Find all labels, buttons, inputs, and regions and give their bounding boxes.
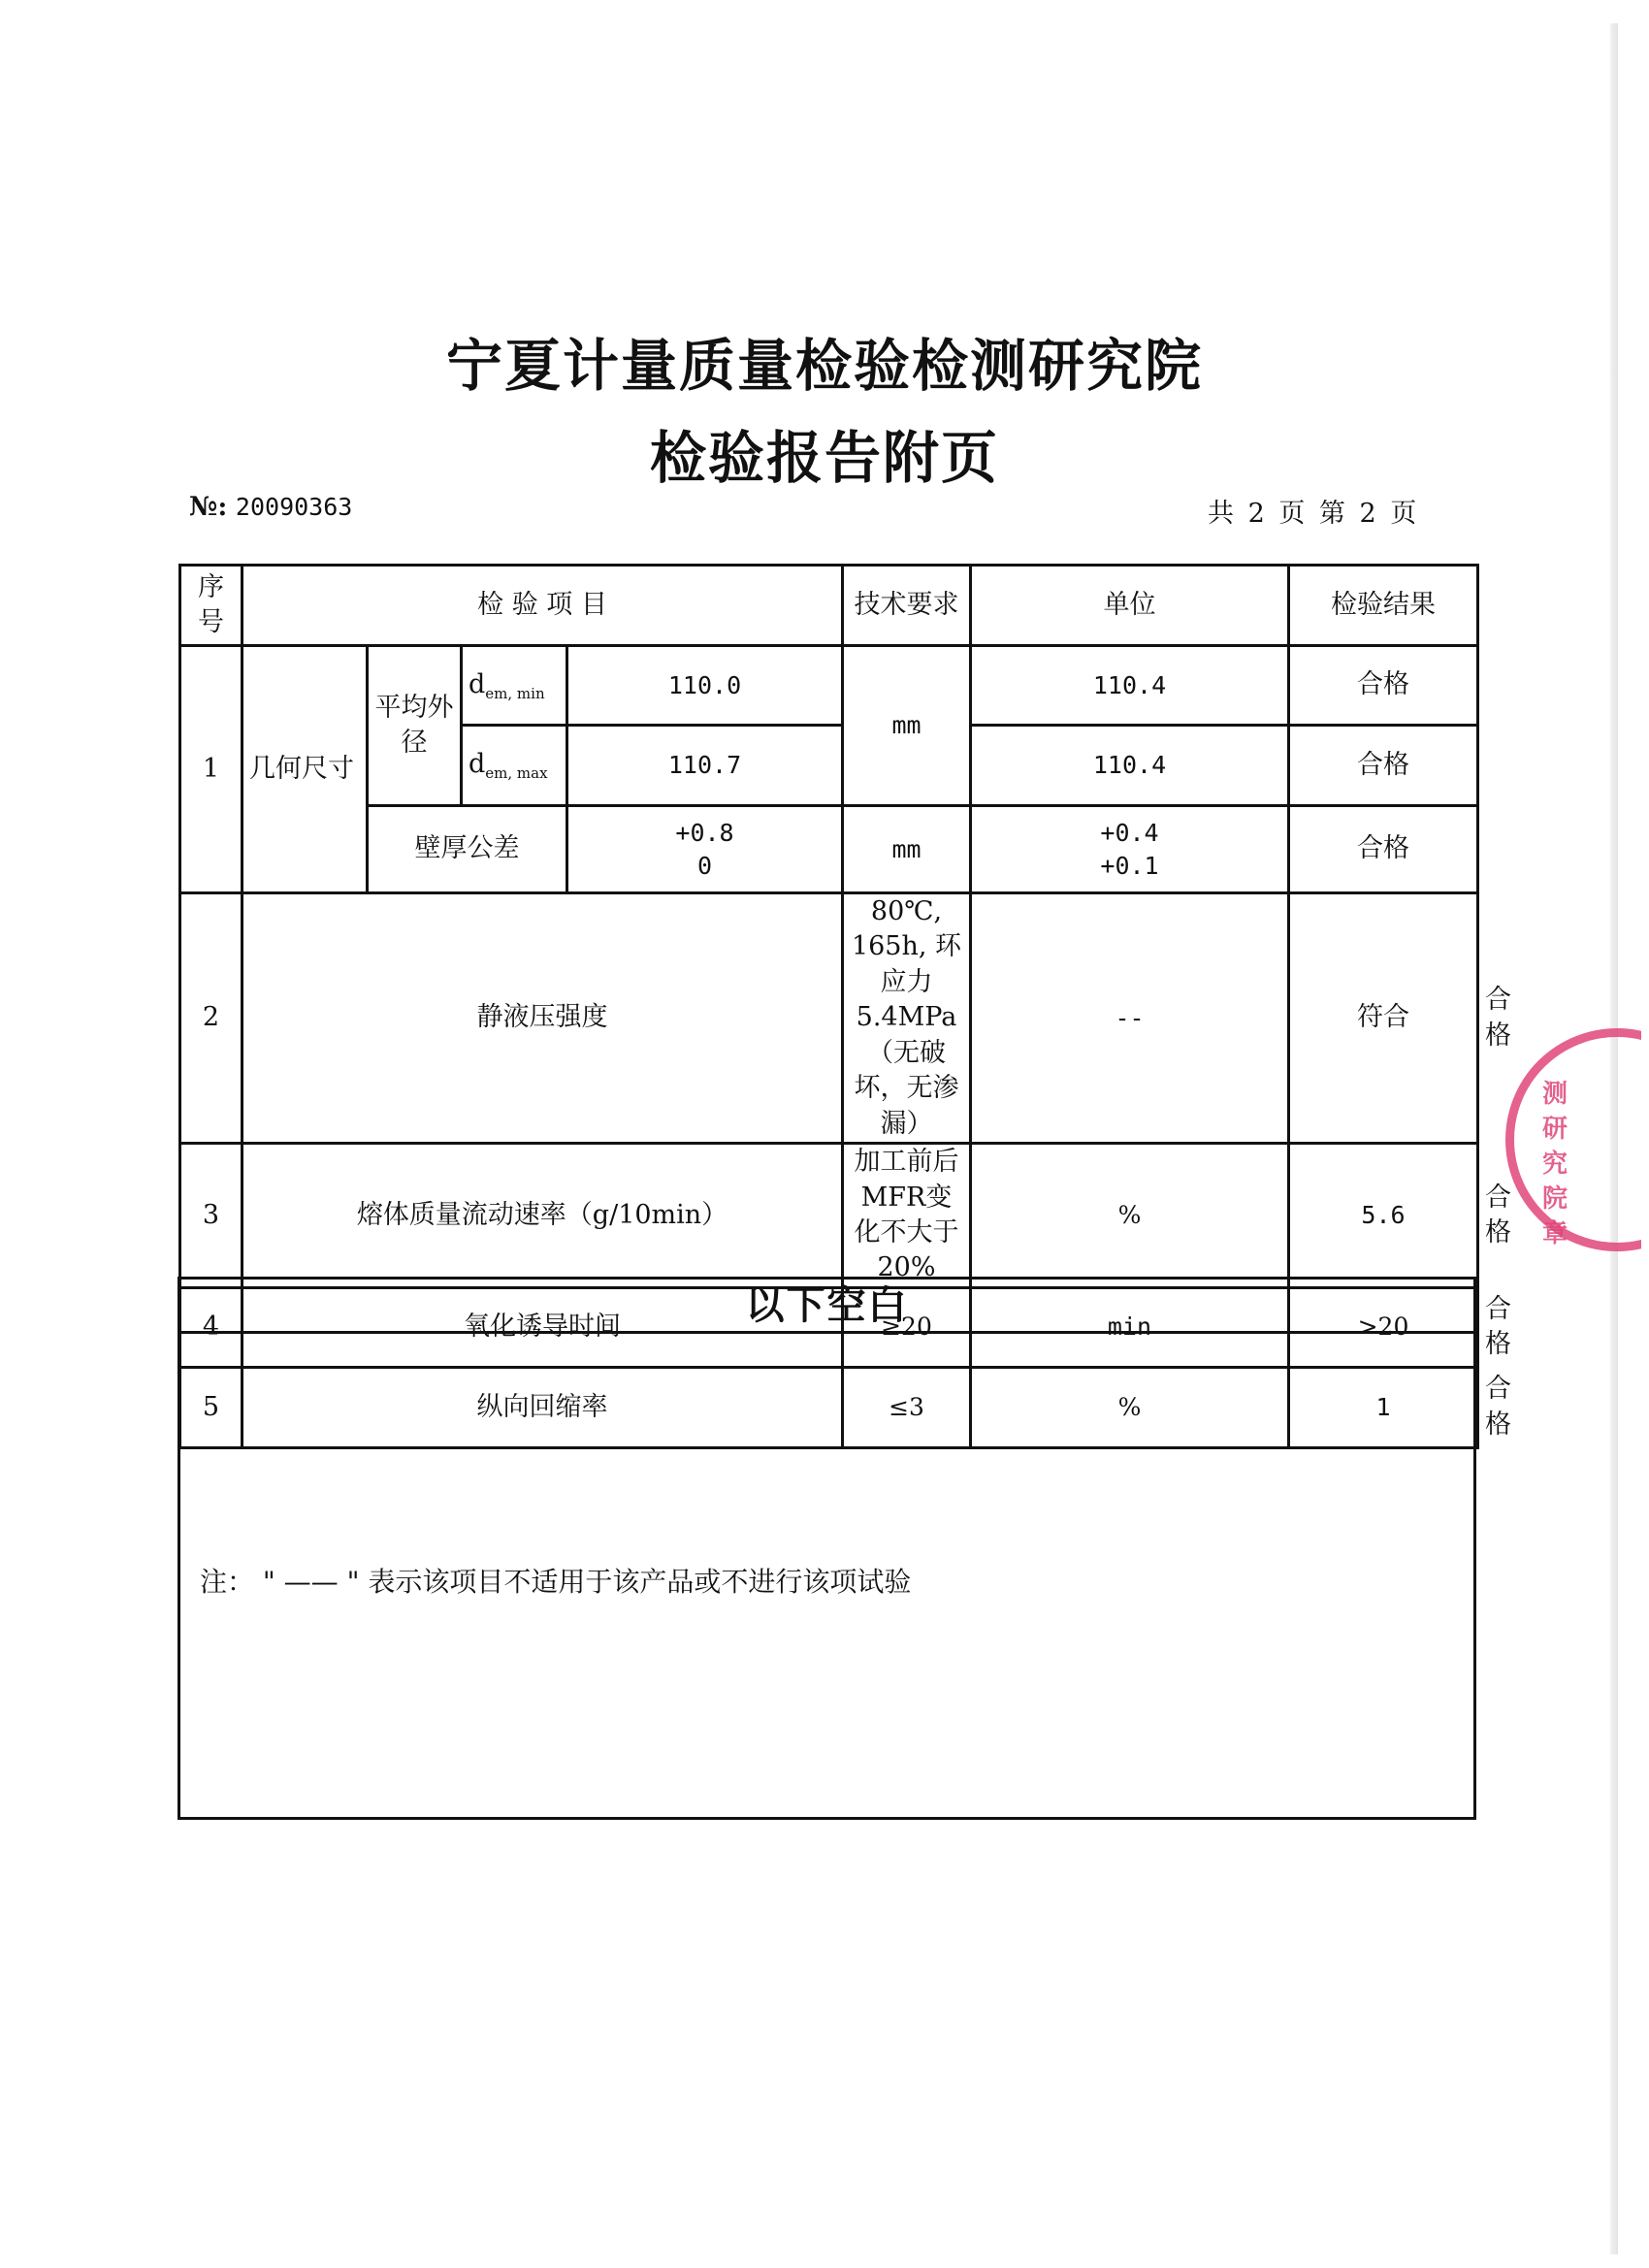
wall-unit: mm [843,806,971,893]
row1-mean-diameter-label: 平均外径 [368,646,462,806]
row5-item: 纵向回缩率 [242,1367,843,1447]
row4-result: >20 [1289,1287,1478,1367]
dmax-result: 110.4 [971,726,1289,806]
dmax-requirement: 110.7 [567,726,843,806]
table-header-row [180,566,1478,646]
row3-item: 熔体质量流动速率（g/10min） [242,1144,843,1288]
report-number-label: №: [189,492,228,522]
header-unit: 单位 [971,566,1289,646]
wall-result-upper: +0.4 [1100,818,1159,847]
header-item: 检 验 项 目 [242,566,843,646]
table-row [180,806,1478,893]
row4-unit: min [971,1287,1289,1367]
institute-name: 宁夏计量质量检验检测研究院 [445,333,1203,399]
row2-unit: -- [971,893,1289,1144]
dmin-base: d [469,668,486,699]
row5-requirement: ≤3 [843,1367,971,1447]
row3-unit: % [971,1144,1289,1288]
report-number-value: 20090363 [235,493,353,521]
table-row: 4 氧化诱导时间 ≥20 min >20 合格 [180,1287,1478,1367]
dmax-subscript: em, max [485,764,548,783]
row5-result: 1 [1289,1367,1478,1447]
header-seq: 序号 [180,566,242,646]
wall-req-lower: 0 [696,851,713,880]
blank-section-title: 以下空白 [180,1280,1473,1334]
wall-requirement [567,806,843,893]
blank-section [178,1277,1476,1820]
page-info: 共 2 页 第 2 页 [1208,499,1420,529]
seal-text: 测研究院 章 [1542,1080,1568,1248]
document-title: 检验报告附页 [649,425,999,491]
row2-seq: 2 [180,893,242,1144]
dmin-verdict: 合格 [1289,646,1478,726]
header-result: 检验结果 [1289,566,1478,646]
dmin-subscript: em, min [485,684,545,702]
dmax-verdict: 合格 [1289,726,1478,806]
diameter-unit: mm [843,646,971,806]
row1-category: 几何尺寸 [242,646,368,893]
wall-thickness-label: 壁厚公差 [368,806,567,893]
header-requirement: 技术要求 [843,566,971,646]
wall-result-lower: +0.1 [1100,851,1159,880]
row1-seq: 1 [180,646,242,893]
table-row: 3 熔体质量流动速率（g/10min） 加工前后MFR变化不大于20% % 5.6 合格 [180,1144,1478,1288]
row2-result: 符合 [1289,893,1478,1144]
dmax-base: d [469,749,486,780]
table-row [180,646,1478,726]
row4-seq: 4 [180,1287,242,1367]
dmin-requirement: 110.0 [567,646,843,726]
footnote: 注： " —— " 表示该项目不适用于该产品或不进行该项试验 [200,1566,912,1598]
dmin-label [462,646,567,726]
table-row: 2 静液压强度 80℃, 165h, 环应力5.4MPa（无破坏，无渗漏） -- 符合 合格 [180,893,1478,1144]
wall-req-upper: +0.8 [675,818,734,847]
row5-seq: 5 [180,1367,242,1447]
table-row: 5 纵向回缩率 ≤3 % 1 合格 [180,1367,1478,1447]
row2-item: 静液压强度 [242,893,843,1144]
row3-seq: 3 [180,1144,242,1288]
wall-verdict: 合格 [1289,806,1478,893]
row4-requirement: ≥20 [843,1287,971,1367]
row3-requirement: 加工前后MFR变化不大于20% [843,1144,971,1288]
dmin-result: 110.4 [971,646,1289,726]
official-seal [1505,1028,1641,1261]
row5-unit: % [971,1367,1289,1447]
row2-requirement: 80℃, 165h, 环应力5.4MPa（无破坏，无渗漏） [843,893,971,1144]
row4-item: 氧化诱导时间 [242,1287,843,1367]
dmax-label [462,726,567,806]
report-number [189,492,352,522]
row3-result: 5.6 [1289,1144,1478,1288]
wall-result [971,806,1289,893]
